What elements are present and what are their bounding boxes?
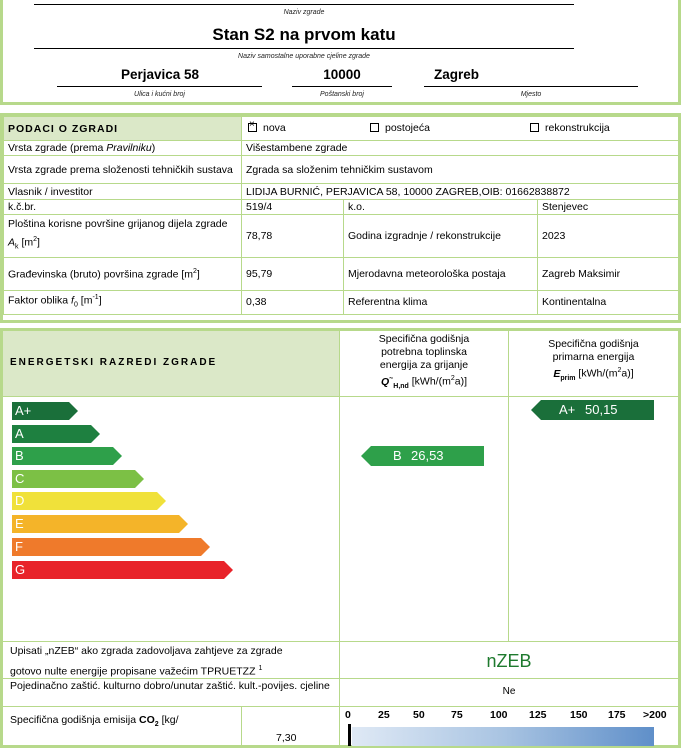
heritage-label: Pojedinačno zaštić. kulturno dobro/unutar zaštić. kult.-povijes. cjeline bbox=[10, 680, 330, 692]
tick-label: 75 bbox=[451, 709, 463, 721]
gross-area-value: 95,79 bbox=[242, 257, 344, 290]
primary-value: 50,15 bbox=[585, 402, 618, 417]
bottom-top-line bbox=[3, 641, 678, 642]
building-type-label: Vrsta zgrade (prema Pravilniku) bbox=[4, 141, 242, 156]
option-new[interactable]: × nova bbox=[248, 122, 286, 134]
energy-section-title: ENERGETSKI RAZREDI ZGRADE bbox=[10, 357, 218, 368]
complexity-value: Zgrada sa složenim tehničkim sustavom bbox=[242, 156, 679, 184]
tick-label: 150 bbox=[570, 709, 588, 721]
building-data-title: PODACI O ZGRADI bbox=[4, 117, 242, 141]
postal-line bbox=[292, 86, 392, 87]
ko-label: k.o. bbox=[344, 200, 538, 215]
co2-label: Specifična godišnja emisija $CO_2$ [kg/ bbox=[10, 714, 179, 729]
postal-code-value: 10000 bbox=[323, 67, 361, 82]
street-line bbox=[57, 86, 262, 87]
primary-class: A+ bbox=[559, 402, 576, 417]
postal-caption: Poštanski broj bbox=[320, 91, 364, 98]
useful-area-label: Ploština korisne površine grijanog dijela zgrade $A_k$ $[m^2]$ bbox=[4, 215, 242, 258]
tick-label: 25 bbox=[378, 709, 390, 721]
tick-label: 50 bbox=[413, 709, 425, 721]
ko-value: Stenjevec bbox=[538, 200, 679, 215]
co2-scale-ticks bbox=[345, 709, 675, 723]
kcbr-value: 519/4 bbox=[242, 200, 344, 215]
weather-station-value: Zagreb Maksimir bbox=[538, 257, 679, 290]
reference-climate-value: Kontinentalna bbox=[538, 290, 679, 314]
option-existing[interactable]: postojeća bbox=[370, 122, 430, 134]
unit-name-line bbox=[34, 48, 574, 49]
co2-top-line bbox=[3, 706, 678, 707]
city-value: Zagreb bbox=[434, 67, 480, 82]
nzeb-label: Upisati „nZEB“ ako zgrada zadovoljava zahtjeve za zgrade gotovo nulte energije propisane važećim TPRUETZZ $^1$ bbox=[10, 645, 283, 678]
heating-column-header: Specifična godišnja potrebna toplinska energija za grijanje $Q^\sim_{H,nd}$ $[kWh/(m^2a)]$ bbox=[378, 333, 470, 390]
class-arrow-g: G bbox=[12, 561, 224, 579]
useful-area-value: 78,78 bbox=[242, 215, 344, 258]
shape-factor-value: 0,38 bbox=[242, 290, 344, 314]
unit-name-caption: Naziv samostalne uporabne cjeline zgrade bbox=[238, 53, 370, 60]
co2-scale-marker bbox=[348, 724, 351, 746]
owner-label: Vlasnik / investitor bbox=[4, 184, 242, 200]
tick-label: 0 bbox=[345, 709, 351, 721]
co2-value: 7,30 bbox=[276, 732, 297, 744]
unit-name: Stan S2 na prvom katu bbox=[212, 25, 396, 44]
reference-climate-label: Referentna klima bbox=[344, 290, 538, 314]
building-name-caption: Naziv zgrade bbox=[283, 9, 325, 16]
checkbox-checked-icon bbox=[248, 123, 257, 132]
building-data-table bbox=[3, 116, 679, 315]
option-reconstruction[interactable]: rekonstrukcija bbox=[530, 122, 610, 134]
primary-column-header: Specifična godišnja primarna energija $E_{prim}$ $[kWh/(m^2a)]$ bbox=[548, 338, 639, 382]
heating-value: 26,53 bbox=[411, 448, 444, 463]
checkbox-empty-icon bbox=[530, 123, 539, 132]
street-value: Perjavica 58 bbox=[120, 67, 200, 82]
primary-energy-indicator bbox=[541, 400, 654, 420]
complexity-label: Vrsta zgrade prema složenosti tehničkih sustava bbox=[4, 156, 242, 184]
city-caption: Mjesto bbox=[520, 91, 542, 98]
tick-label: >200 bbox=[643, 709, 667, 721]
street-caption: Ulica i kućni broj bbox=[134, 91, 185, 98]
kcbr-label: k.č.br. bbox=[4, 200, 242, 215]
tick-label: 125 bbox=[529, 709, 547, 721]
weather-station-label: Mjerodavna meteorološka postaja bbox=[344, 257, 538, 290]
building-type-value: Višestambene zgrade bbox=[242, 141, 679, 156]
class-arrow-e: E bbox=[12, 515, 179, 533]
city-line bbox=[424, 86, 638, 87]
building-name-line bbox=[34, 4, 574, 5]
class-arrow-d: D bbox=[12, 492, 157, 510]
heating-energy-indicator bbox=[371, 446, 484, 466]
nzeb-value: nZEB bbox=[486, 651, 532, 671]
shape-factor-label: Faktor oblika $f_0$ $[m^{-1}]$ bbox=[4, 290, 242, 314]
tick-label: 100 bbox=[490, 709, 508, 721]
class-arrow-f: F bbox=[12, 538, 201, 556]
build-year-value: 2023 bbox=[538, 215, 679, 258]
co2-scale-bar bbox=[352, 727, 654, 746]
heritage-top-line bbox=[3, 678, 678, 679]
class-arrow-c: C bbox=[12, 470, 135, 488]
tick-label: 175 bbox=[608, 709, 626, 721]
class-arrow-a-plus: A+ bbox=[12, 402, 69, 420]
gross-area-label: Građevinska (bruto) površina zgrade $[m^2]$ bbox=[4, 257, 242, 290]
build-year-label: Godina izgradnje / rekonstrukcije bbox=[344, 215, 538, 258]
class-arrow-a: A bbox=[12, 425, 91, 443]
class-arrow-b: B bbox=[12, 447, 113, 465]
heating-class: B bbox=[393, 448, 402, 463]
building-status-options bbox=[242, 117, 679, 141]
owner-value: LIDIJA BURNIĆ, PERJAVICA 58, 10000 ZAGREB,OIB: 01662838872 bbox=[242, 184, 679, 200]
checkbox-empty-icon bbox=[370, 123, 379, 132]
heritage-value: Ne bbox=[502, 686, 516, 697]
co2-divider bbox=[241, 706, 242, 746]
energy-header-line bbox=[3, 396, 678, 397]
